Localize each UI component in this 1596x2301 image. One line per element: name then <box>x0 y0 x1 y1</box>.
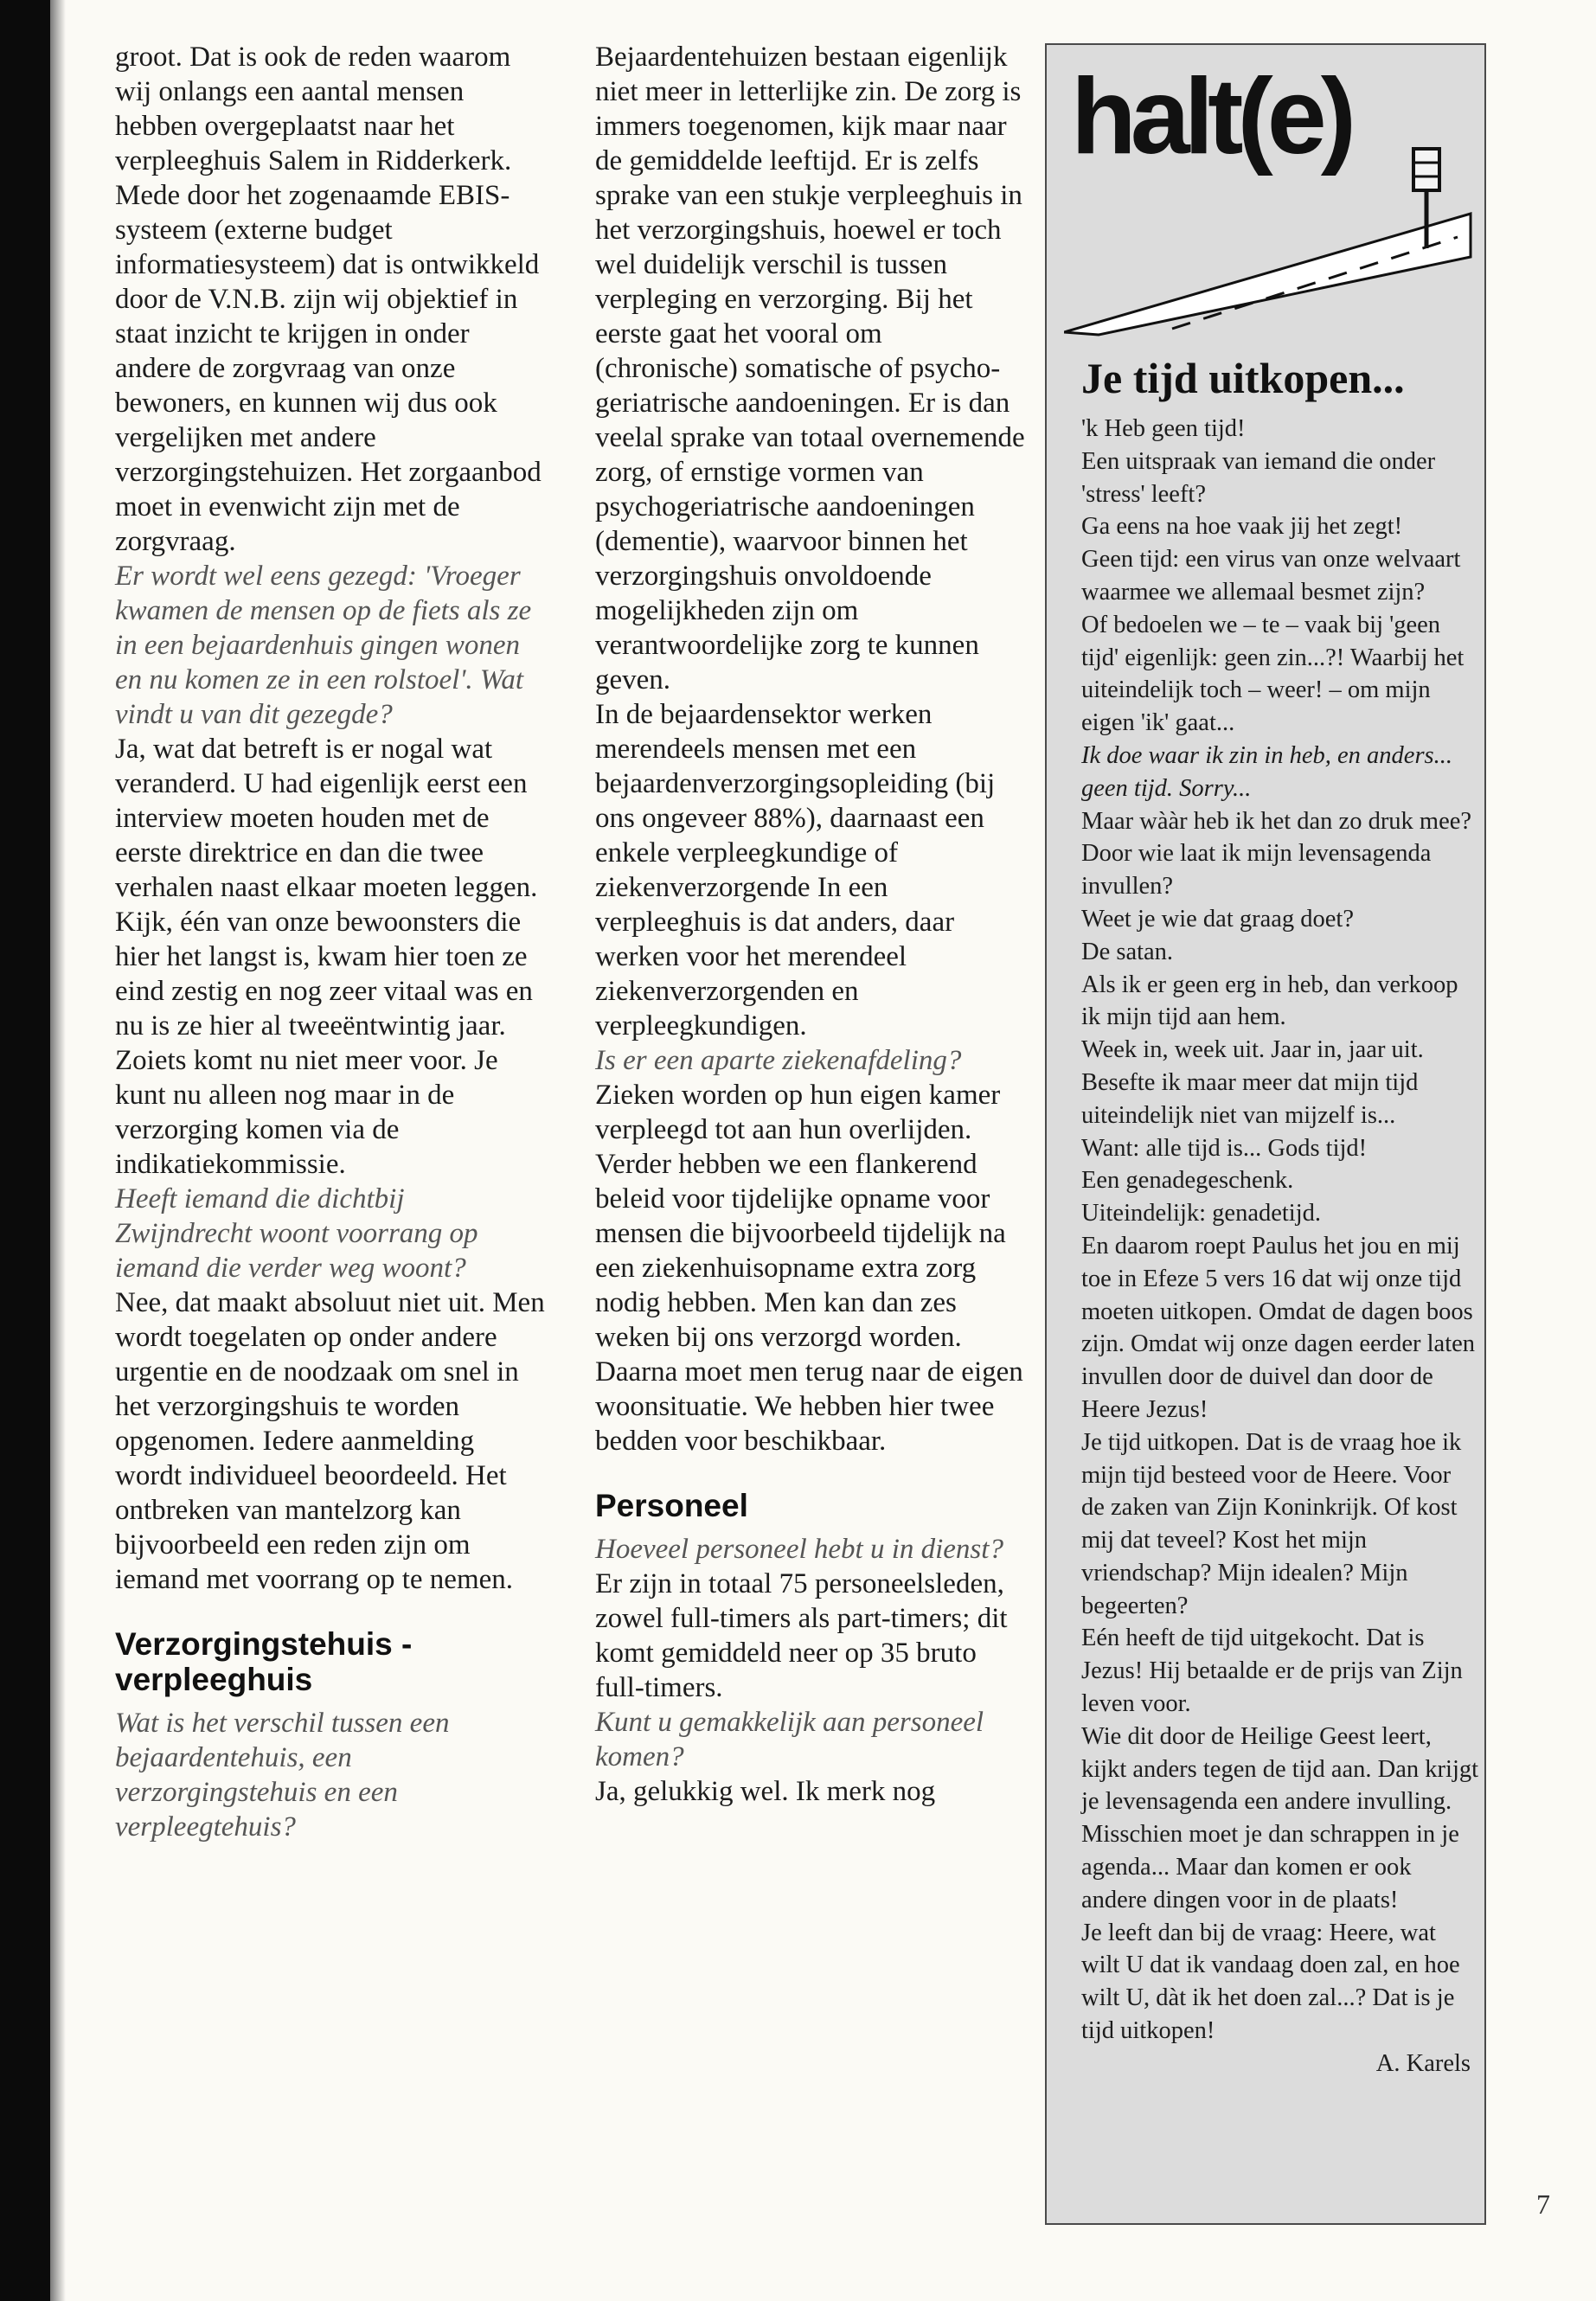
sidebar-line: Ga eens na hoe vaak jij het zegt! <box>1081 513 1403 541</box>
paragraph: In de bejaardensektor werken merendeels mensen met een bejaardenverzorgingsopleiding (bij ons ongeveer 88%), daarnaast een enkele verpleegkundige of ziekenverzorgende In een verpleeghuis is dat anders, daar werken voor het merendeel ziekenverzorgenden en verpleegkundigen. <box>595 699 996 1042</box>
article-column-2 <box>595 40 1028 1809</box>
interview-question: Hoeveel personeel hebt u in dienst? <box>595 1534 1003 1565</box>
section-heading: Verzorgingstehuis - verpleeghuis <box>115 1626 413 1697</box>
section-heading: Personeel <box>595 1488 748 1523</box>
page-number: 7 <box>1536 2189 1550 2220</box>
sidebar-line: Je tijd uitkopen. Dat is de vraag hoe ik mijn tijd besteed voor de Heere. Voor de zaken van Zijn Koninkrijk. Of kost mij dat teveel? Kost het mijn vriendschap? Mijn idealen? Mijn begeerten? <box>1081 1428 1462 1619</box>
article-column-1 <box>115 40 548 1844</box>
author-signature: A. Karels <box>1375 2049 1471 2077</box>
sidebar-line: Geen tijd: een virus van onze welvaart waarmee we allemaal besmet zijn? <box>1081 546 1461 606</box>
paragraph: groot. Dat is ook de reden waarom wij onlangs een aantal mensen hebben overgeplaatst naar het verpleeghuis Salem in Ridderkerk. Mede door het zogenaamde EBIS-systeem (externe budget informatiesysteem) dat is ontwikkeld door de V.N.B. zijn wij objektief in staat inzicht te krijgen in onder andere de zorgvraag van onze bewoners, en kunnen wij dus ook vergelijken met andere verzorgingstehuizen. Het zorgaanbod moet in evenwicht zijn met de zorgvraag. <box>115 42 542 557</box>
interview-question: Kunt u gemakkelijk aan personeel komen? <box>595 1707 984 1772</box>
sidebar-line: Weet je wie dat graag doet? <box>1081 905 1355 933</box>
sidebar-line: 'k Heb geen tijd! <box>1081 415 1246 442</box>
sidebar-line: En daarom roept Paulus het jou en mij toe in Efeze 5 vers 16 dat wij onze tijd moeten uitkopen. Omdat de dagen boos zijn. Omdat wij onze dagen eerder laten invullen door de duivel dan door de Heere Jezus! <box>1081 1232 1476 1423</box>
sidebar-title: Je tijd uitkopen... <box>1081 354 1405 402</box>
interview-answer: Zieken worden op hun eigen kamer verpleegd tot aan hun overlijden. Verder hebben we een flankerend beleid voor tijdelijke opname voor mensen die bijvoorbeeld tijdelijk na een ziekenhuisopname extra zorg nodig hebben. Men kan dan zes weken bij ons verzorgd worden. Daarna moet men terug naar de eigen woonsituatie. We hebben hier twee bedden voor beschikbaar. <box>595 1080 1023 1457</box>
sidebar-line: Want: alle tijd is... Gods tijd! <box>1081 1134 1368 1162</box>
sidebar-line: Uiteindelijk: genadetijd. <box>1081 1200 1322 1227</box>
interview-question: Wat is het verschil tussen een bejaardentehuis, een verzorgingstehuis en een verpleegtehuis? <box>115 1708 450 1843</box>
road-sign-icon <box>1064 114 1479 339</box>
paragraph: Bejaardentehuizen bestaan eigenlijk niet meer in letterlijke zin. De zorg is immers toegenomen, kijk maar naar de gemiddelde leeftijd. Er is zelfs sprake van een stukje verpleeghuis in het verzorgingshuis, hoewel er toch wel duidelijk verschil is tussen verpleging en verzorging. Bij het eerste gaat het vooral om (chronische) somatische of psycho-geriatrische aandoeningen. Er is dan veelal sprake van totaal overnemende zorg, of ernstige vormen van psychogeriatrische aandoeningen (dementie), waarvoor binnen het verzorgingshuis onvoldoende mogelijkheden zijn om verantwoordelijke zorg te kunnen geven. <box>595 42 1025 695</box>
interview-answer: Ja, wat dat betreft is er nogal wat veranderd. U had eigenlijk eerst een interview moeten houden met de eerste direktrice en dan die twee verhalen naast elkaar moeten leggen. Kijk, één van onze bewoonsters die hier het langst is, kwam hier toen ze eind zestig en nog zeer vitaal was en nu is ze hier al tweeëntwintig jaar. Zoiets komt nu niet meer voor. Je kunt nu alleen nog maar in de verzorging komen via de indikatiekommissie. <box>115 734 538 1180</box>
page-binding-shadow <box>0 0 50 2301</box>
interview-answer: Er zijn in totaal 75 personeelsleden, zowel full-timers als part-timers; dit komt gemiddeld neer op 35 bruto full-timers. <box>595 1568 1008 1703</box>
sidebar-line: Eén heeft de tijd uitgekocht. Dat is Jezus! Hij betaalde er de prijs van Zijn leven voor. <box>1081 1625 1463 1718</box>
interview-question: Is er een aparte ziekenafdeling? <box>595 1045 962 1076</box>
interview-question: Er wordt wel eens gezegd: 'Vroeger kwamen de mensen op de fiets als ze in een bejaardenhuis gingen wonen en nu komen ze in een rolstoel'. Wat vindt u van dit gezegde? <box>115 561 532 730</box>
interview-question: Heeft iemand die dichtbij Zwijndrecht woont voorrang op iemand die verder weg woont? <box>115 1183 478 1284</box>
sidebar-line: Of bedoelen we – te – vaak bij 'geen tijd' eigenlijk: geen zin...?! Waarbij het uiteindelijk toch – weer! – om mijn eigen 'ik' gaat... <box>1081 611 1465 737</box>
sidebar-line: Een uitspraak van iemand die onder 'stress' leeft? <box>1081 447 1436 508</box>
interview-answer: Ja, gelukkig wel. Ik merk nog <box>595 1776 936 1807</box>
sidebar-box <box>1045 43 1486 2225</box>
halte-logo-text: halt(e) <box>1071 57 1350 176</box>
page-binding-fade <box>50 0 66 2301</box>
sidebar-line: Een genadegeschenk. <box>1081 1167 1294 1195</box>
interview-answer: Nee, dat maakt absoluut niet uit. Men wordt toegelaten op onder andere urgentie en de noodzaak om snel in het verzorgingshuis te worden opgenomen. Iedere aanmelding wordt individueel beoordeeld. Het ontbreken van mantelzorg kan bijvoorbeeld een reden zijn om iemand met voorrang op te nemen. <box>115 1287 545 1595</box>
sidebar-line: Ik doe waar ik zin in heb, en anders... geen tijd. Sorry... <box>1081 741 1453 802</box>
sidebar-line: Week in, week uit. Jaar in, jaar uit. <box>1081 1036 1424 1064</box>
sidebar-line: Als ik er geen erg in heb, dan verkoop ik mijn tijd aan hem. <box>1081 971 1458 1031</box>
sidebar-line: Besefte ik maar meer dat mijn tijd uiteindelijk niet van mijzelf is... <box>1081 1068 1419 1129</box>
sidebar-line: Je leeft dan bij de vraag: Heere, wat wilt U dat ik vandaag doen zal, en hoe wilt U, dàt ik het doen zal...? Dat is je tijd uitkopen! <box>1081 1919 1460 2045</box>
sidebar-line: Maar wààr heb ik het dan zo druk mee? Door wie laat ik mijn levensagenda invullen? <box>1081 807 1472 901</box>
sidebar-body <box>1081 413 1479 2080</box>
sidebar-line: De satan. <box>1081 938 1174 965</box>
sidebar-line: Wie dit door de Heilige Geest leert, kijkt anders tegen de tijd aan. Dan krijgt je levensagenda een andere invulling. Misschien moet je dan schrappen in je agenda... Maar dan komen er ook andere dingen voor in de plaats! <box>1081 1722 1479 1913</box>
